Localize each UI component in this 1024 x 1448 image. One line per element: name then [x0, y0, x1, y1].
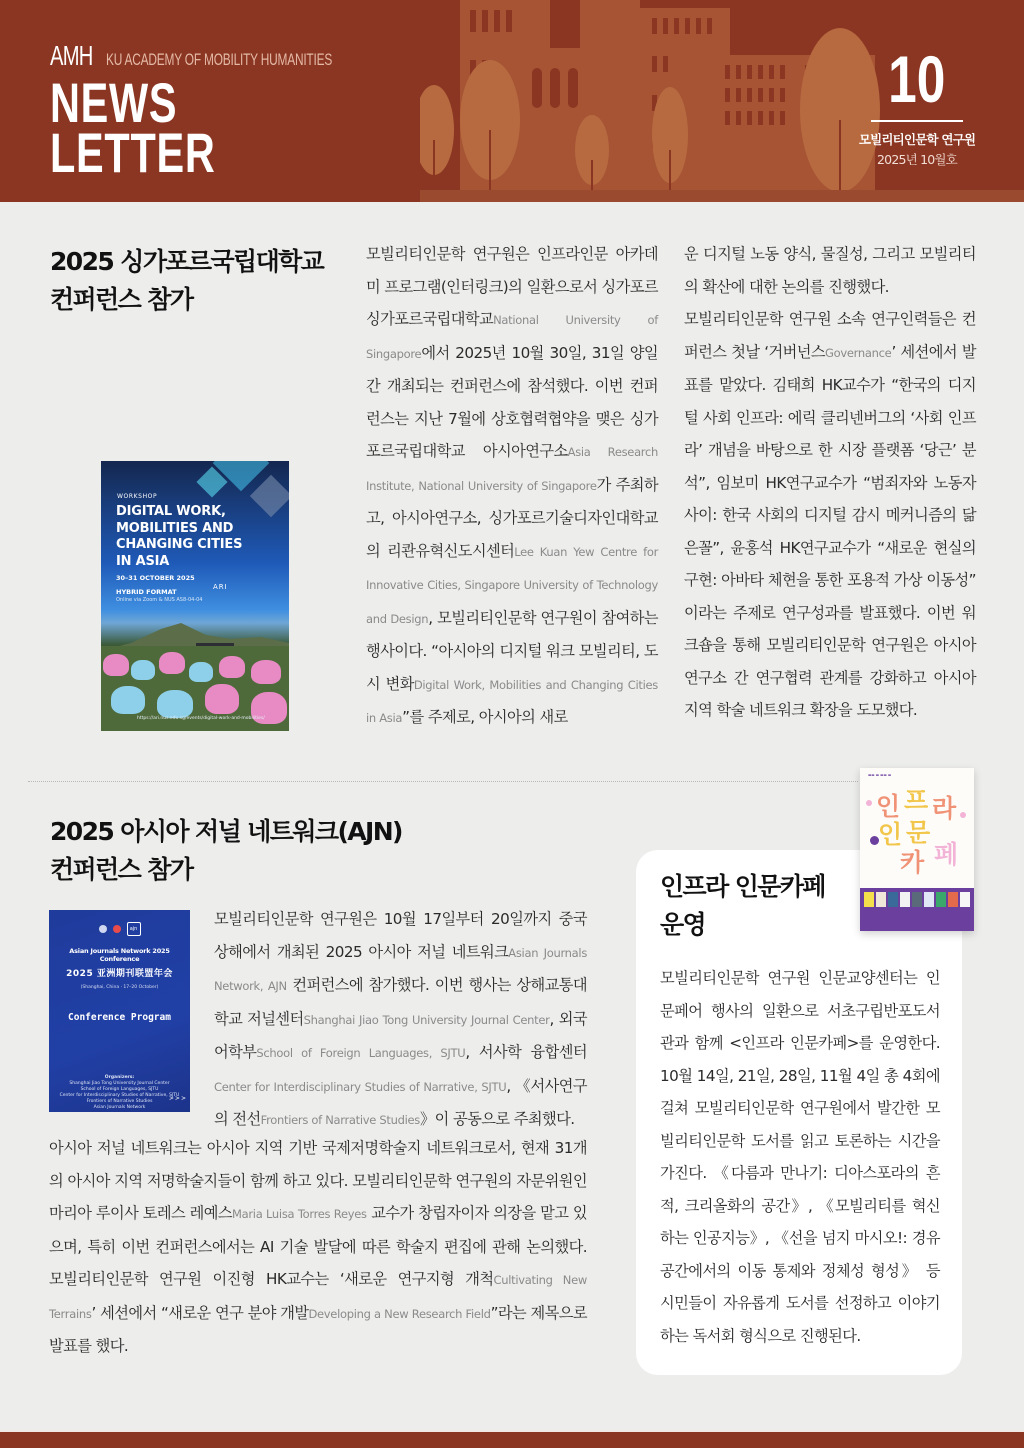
article1-title: [50, 243, 323, 319]
body-text: 모빌리티인문학 연구원 인문교양센터는 인문페어 행사의 일환으로 서초구립반포도서관과 함께 <인프라 인문카페>를 운영한다. 10월 14일, 21일, 28일, 11월 4일 총 4회에 걸쳐 모빌리티인문학 연구원에서 발간한 모빌리티인문학 도서를 읽고 토론하는 시간을 가진다. 《다름과 만나기: 디아스포라의 흔적, 크리올화의 공간》, 《모빌리티를 혁신하는 인공지능》, 《선을 넘지 마시오!: 경유 공간에서의 이동 통제와 정체성 형성》 등 시민들이 자유롭게 도서를 선정하고 이야기하는 독서회 형식으로 진행된다.: [660, 969, 940, 1345]
book-cover-icon: [960, 892, 970, 907]
body-text: ”라는 제목으로 발표를 했다.: [49, 1303, 588, 1355]
organizer: Center for Interdisciplinary Studies of Narrative, SJTU: [59, 1093, 180, 1098]
poster-date: 30–31 OCTOBER 2025: [116, 574, 195, 582]
book-cover-icon: [912, 892, 922, 907]
newsletter-banner: [0, 0, 1024, 202]
issue-number: 10: [888, 42, 946, 116]
poster-title-cn: 2025 亚洲期刊联盟年会: [66, 969, 173, 979]
newsletter-title-line2: LETTER: [50, 121, 216, 184]
beanbag-icon: [251, 660, 281, 684]
workshop-poster-image: [101, 461, 289, 731]
book-cover-icon: [876, 892, 886, 907]
poster-format: HYBRID FORMAT: [116, 588, 177, 596]
poster-title-en: Asian Journals Network 2025 Conference: [69, 947, 170, 963]
body-text: , 《서사연구의 전선: [214, 1076, 587, 1128]
poster-title-line: MOBILITIES AND: [116, 520, 234, 536]
poster-title-line: IN ASIA: [116, 553, 170, 569]
book-cover-icon: [948, 892, 958, 907]
body-text: , 외국어학부: [214, 1009, 587, 1061]
ajn-conference-poster-image: [49, 910, 190, 1112]
english-gloss: Lee Kuan Yew Centre for Innovative Cities, Singapore University of Technology and Design: [366, 544, 658, 626]
infra-cafe-poster-image: [860, 768, 974, 931]
decorative-dot-icon: [866, 800, 872, 806]
english-gloss: Cultivating New Terrains: [49, 1273, 587, 1321]
poster-title: [116, 504, 242, 570]
body-text: ”를 주제로, 아시아의 새로: [402, 708, 568, 726]
body-text: 교수가 창립자이자 의장을 맡고 있으며, 특히 이번 컨퍼런스에서는 AI 기술 발달에 따른 학술지 편집에 관해 논의했다. 모빌리티인문학 연구원 이진형 HK교수는 ‘새로운 연구지형 개척: [49, 1204, 587, 1288]
book-cover-icon: [864, 892, 874, 907]
article2-title: [50, 813, 402, 889]
sjtu-logo-icon: [99, 925, 107, 933]
ari-logo: ARI: [213, 583, 228, 591]
decorative-dot-icon: [960, 812, 966, 818]
partner-logo-icon: [113, 925, 121, 933]
brand-block: [50, 40, 429, 184]
beanbag-icon: [103, 654, 129, 676]
article3-title: [660, 868, 825, 944]
organizer: Asian Journals Network: [93, 1105, 146, 1110]
article2-title-line2: 컨퍼런스 참가: [50, 855, 193, 884]
body-text: , 모빌리티인문학 연구원이 참여하는 행사이다. “아시아의 디지털 워크 모빌리티, 도시 변화: [366, 608, 658, 693]
body-text: 운 디지털 노동 양식, 물질성, 그리고 모빌리티의 확산에 대한 논의를 진행했다.: [684, 245, 976, 296]
poster-big-char: 프: [904, 786, 929, 815]
body-text: 모빌리티인문학 연구원은 인프라인문 아카데미 프로그램(인터링크)의 일환으로서 싱가포르 싱가포르국립대학교: [366, 245, 658, 328]
book-cover-icon: [936, 892, 946, 907]
poster-logos: [49, 922, 190, 936]
body-text: 모빌리티인문학 연구원 소속 연구인력들은 컨퍼런스 첫날 ‘거버넌스: [684, 310, 976, 361]
poster-big-char: 인: [876, 792, 901, 821]
poster-title-line: CHANGING CITIES: [116, 537, 243, 552]
article3-title-line2: 운영: [660, 910, 706, 939]
english-gloss: National University of Singapore: [366, 313, 658, 361]
article1-body-col2: [684, 238, 976, 727]
english-gloss: Frontiers of Narrative Studies: [260, 1113, 420, 1127]
english-gloss: Governance: [825, 345, 892, 360]
poster-organizers: [49, 1075, 190, 1111]
body-text: ’ 세션에서 “새로운 연구 분야 개발: [91, 1303, 309, 1322]
brand-full: KU ACADEMY OF MOBILITY HUMANITIES: [106, 50, 333, 69]
poster-big-char: 페: [934, 840, 959, 869]
section-divider: [28, 781, 858, 782]
poster-sponsor-logos: ▬▬ ▬ ▬▬ ▬: [868, 773, 892, 777]
article3-title-line1: 인프라 인문카페: [660, 872, 825, 901]
english-gloss: Developing a New Research Field: [308, 1306, 491, 1321]
article2-body-bottom: [49, 1132, 587, 1363]
poster-place: (Shanghai, China · 17–20 October): [80, 985, 159, 990]
poster-online: Online via Zoom & NUS AS8-04-04: [116, 597, 203, 603]
book-cover-icon: [888, 892, 898, 907]
article1-body-col1: [366, 238, 658, 735]
poster-url: https://ari.nus.edu.sg/events/digital-work-and-mobilities/: [137, 716, 265, 721]
organizer: School of Foreign Languages, SJTU: [80, 1087, 159, 1092]
newsletter-title-line1: NEWS: [50, 71, 178, 134]
article2-title-line1: 2025 아시아 저널 네트워크(AJN): [50, 817, 402, 846]
poster-title-line: DIGITAL WORK,: [116, 504, 226, 519]
article3-body: [660, 962, 940, 1352]
body-text: 아시아 저널 네트워크는 아시아 지역 기반 국제저명학술지 네트워크로서, 현재 31개의 아시아 지역 저명학술지들이 함께 하고 있다. 모빌리티인문학 연구원의 자문위원인 마리아 루이사 토레스 레예스: [49, 1139, 587, 1222]
poster-big-char: 문: [906, 818, 931, 847]
beanbag-icon: [111, 686, 145, 714]
body-text: , 서사학 융합센터: [465, 1043, 588, 1061]
issue-block: [852, 42, 982, 168]
body-text: ’ 세션에서 발표를 맡았다. 김태희 HK교수가 “한국의 디지털 사회 인프라: 에릭 클리넨버그의 ‘사회 인프라’ 개념을 바탕으로 한 시장 플랫폼 ‘당근’ 분석”, 임보미 HK연구교수가 “범죄자와 노동자 사이: 한국 사회의 디지털 감시 메커니즘의 닮은꼴”, 윤홍석 HK연구교수가 “새로운 현실의 구현: 아바타 체현을 통한 포용적 가상 이동성” 이라는 주제로 연구성과를 발표했다. 이번 워크숍을 통해 모빌리티인문학 연구원은 아시아연구소 간 연구협력 관계를 강화하고 아시아 지역 학술 네트워크 확장을 도모했다.: [684, 342, 976, 719]
english-gloss: Digital Work, Mobilities and Changing Cities in Asia: [366, 677, 658, 725]
poster-big-char: 인: [878, 820, 903, 849]
brand-short: AMH: [50, 40, 93, 71]
beanbag-icon: [159, 652, 185, 674]
book-cover-icon: [924, 892, 934, 907]
footer-bar: [0, 1430, 1024, 1448]
issue-date: 2025년 10월호: [877, 152, 957, 167]
beanbag-icon: [157, 690, 193, 718]
beanbag-icon: [131, 660, 155, 680]
body-text: 모빌리티인문학 연구원은 10월 17일부터 20일까지 중국 상해에서 개최된 2025 아시아 저널 네트워크: [214, 910, 587, 961]
english-gloss: Asian Journals Network, AJN: [214, 945, 588, 993]
poster-label: WORKSHOP: [117, 493, 158, 500]
organizer: Frontiers of Narrative Studies: [86, 1099, 153, 1104]
poster-program: Conference Program: [68, 1012, 171, 1023]
poster-big-char: 라: [932, 794, 957, 823]
english-gloss: Maria Luisa Torres Reyes: [232, 1207, 367, 1221]
english-gloss: Shanghai Jiao Tong University Journal Center: [303, 1012, 550, 1027]
beanbag-icon: [189, 662, 213, 682]
organizers-label: Organizers:: [104, 1075, 135, 1080]
org-name: 모빌리티인문학 연구원: [858, 132, 976, 147]
body-text: 에서 2025년 10월 30일, 31일 양일간 개최되는 컨퍼런스에 참석했다. 이번 컨퍼런스는 지난 7월에 상호협력협약을 맺은 싱가포르국립대학교 아시아연구소: [366, 343, 658, 460]
body-text: 가 주최하고, 아시아연구소, 싱가포르기술디자인대학교의 리콴유혁신도시센터: [366, 475, 658, 560]
english-gloss: Asia Research Institute, National University of Singapore: [366, 445, 658, 493]
article1-title-line1: 2025 싱가포르국립대학교: [50, 247, 324, 276]
issue-divider: [871, 120, 963, 122]
ajn-logo: ajn: [127, 922, 141, 936]
body-text: 》이 공동으로 주최했다.: [419, 1110, 575, 1128]
beanbag-icon: [205, 684, 239, 714]
organizer: Shanghai Jiao Tong University Journal Center: [69, 1081, 170, 1086]
poster-big-char: 카: [900, 848, 925, 877]
english-gloss: Center for Interdisciplinary Studies of Narrative, SJTU: [214, 1079, 507, 1094]
article1-title-line2: 컨퍼런스 참가: [50, 285, 193, 314]
beanbag-icon: [219, 656, 245, 678]
english-gloss: School of Foreign Languages, SJTU: [256, 1046, 466, 1060]
book-cover-icon: [900, 892, 910, 907]
body-text: 컨퍼런스에 참가했다. 이번 행사는 상해교통대학교 저널센터: [214, 976, 587, 1028]
arrows-icon: >>>: [168, 1095, 187, 1102]
decorative-diamond-icon: [250, 475, 289, 517]
article2-body-top: [214, 903, 587, 1137]
